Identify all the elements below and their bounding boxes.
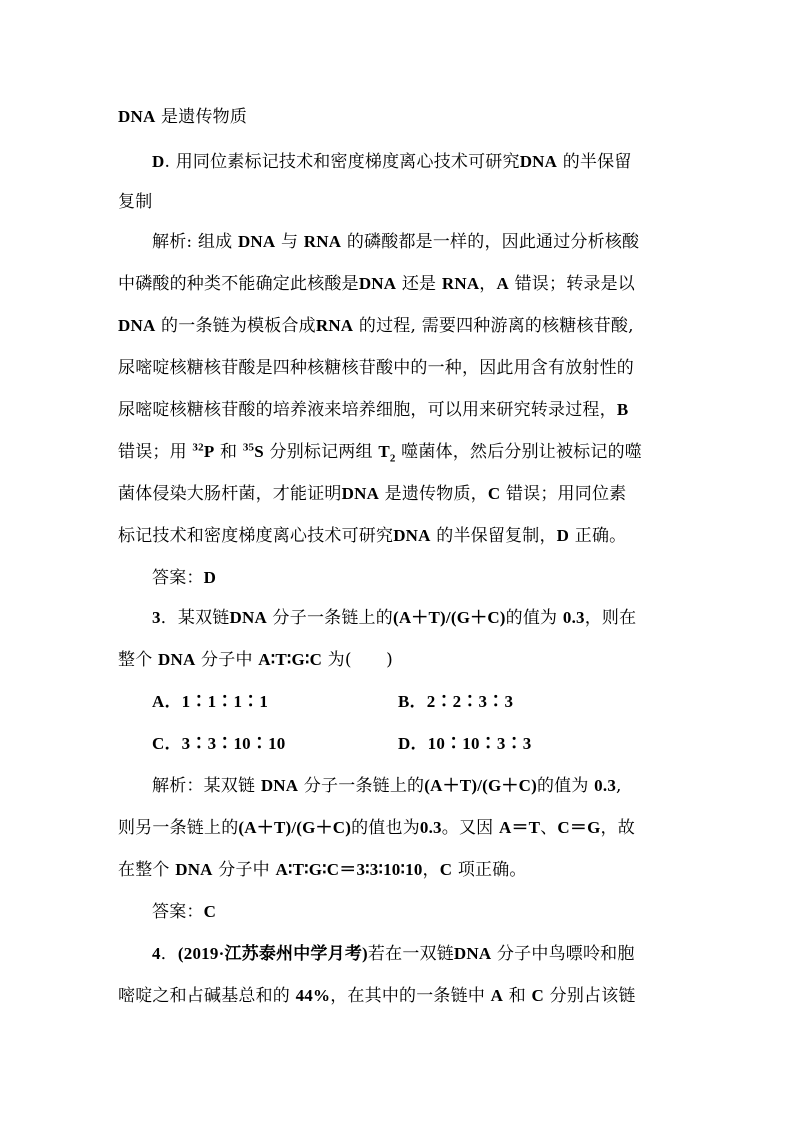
analysis-line-7: 菌体侵染大肠杆菌，才能证明DNA 是遗传物质，C 错误；用同位素 [118, 484, 627, 504]
analysis-3-line-2: 则另一条链上的(A＋T)/(G＋C)的值也为0.3。又因 A＝T、C＝G，故 [118, 818, 635, 838]
analysis-line-2: 中磷酸的种类不能确定此核酸是DNA 还是 RNA，A 错误；转录是以 [118, 274, 635, 294]
analysis-line-6: 错误；用 $^{32}$P 和 $^{35}$S 分别标记两组 $T_2$ 噬菌体，然后分别让被标记的噬 [118, 441, 642, 465]
text-line-1: DNA 是遗传物质 [118, 107, 248, 127]
options-row-cd [152, 732, 684, 756]
analysis-line-3: DNA 的一条链为模板合成RNA 的过程, 需要四种游离的核糖核苷酸, [118, 316, 634, 336]
analysis-3-line-3: 在整个 DNA 分子中 A∶T∶G∶C＝3∶3∶10∶10，C 项正确。 [118, 860, 527, 880]
question-4-line-2: 嘧啶之和占碱基总和的 44%，在其中的一条链中 A 和 C 分别占该链 [118, 986, 636, 1006]
option-d-line: D. 用同位素标记技术和密度梯度离心技术可研究DNA 的半保留 [152, 152, 632, 172]
analysis-line-5: 尿嘧啶核糖核苷酸的培养液来培养细胞，可以用来研究转录过程，B [118, 400, 629, 420]
answer-line-2: 答案：D [152, 568, 217, 588]
options-row-ab [152, 690, 684, 714]
text-line-3: 复制 [118, 192, 153, 212]
answer-line-3: 答案：C [152, 902, 217, 922]
analysis-line-1: 解析: 组成 DNA 与 RNA 的磷酸都是一样的，因此通过分析核酸 [152, 232, 640, 252]
question-3-line-1: 3．某双链DNA 分子一条链上的(A＋T)/(G＋C)的值为 0.3，则在 [152, 608, 637, 628]
option-a: A．1∶1∶1∶1 [152, 692, 269, 711]
option-c: C．3∶3∶10∶10 [152, 734, 286, 753]
question-4-line-1: 4．(2019·江苏泰州中学月考)若在一双链DNA 分子中鸟嘌呤和胞 [152, 944, 635, 964]
option-d: D．10∶10∶3∶3 [398, 734, 532, 753]
question-3-line-2: 整个 DNA 分子中 A∶T∶G∶C 为( ) [118, 650, 393, 670]
analysis-line-4: 尿嘧啶核糖核苷酸是四种核糖核苷酸中的一种，因此用含有放射性的 [118, 358, 634, 378]
option-b: B．2∶2∶3∶3 [398, 692, 514, 711]
analysis-line-8: 标记技术和密度梯度离心技术可研究DNA 的半保留复制，D 正确。 [118, 526, 627, 546]
analysis-3-line-1: 解析：某双链 DNA 分子一条链上的(A＋T)/(G＋C)的值为 0.3, [152, 776, 622, 796]
